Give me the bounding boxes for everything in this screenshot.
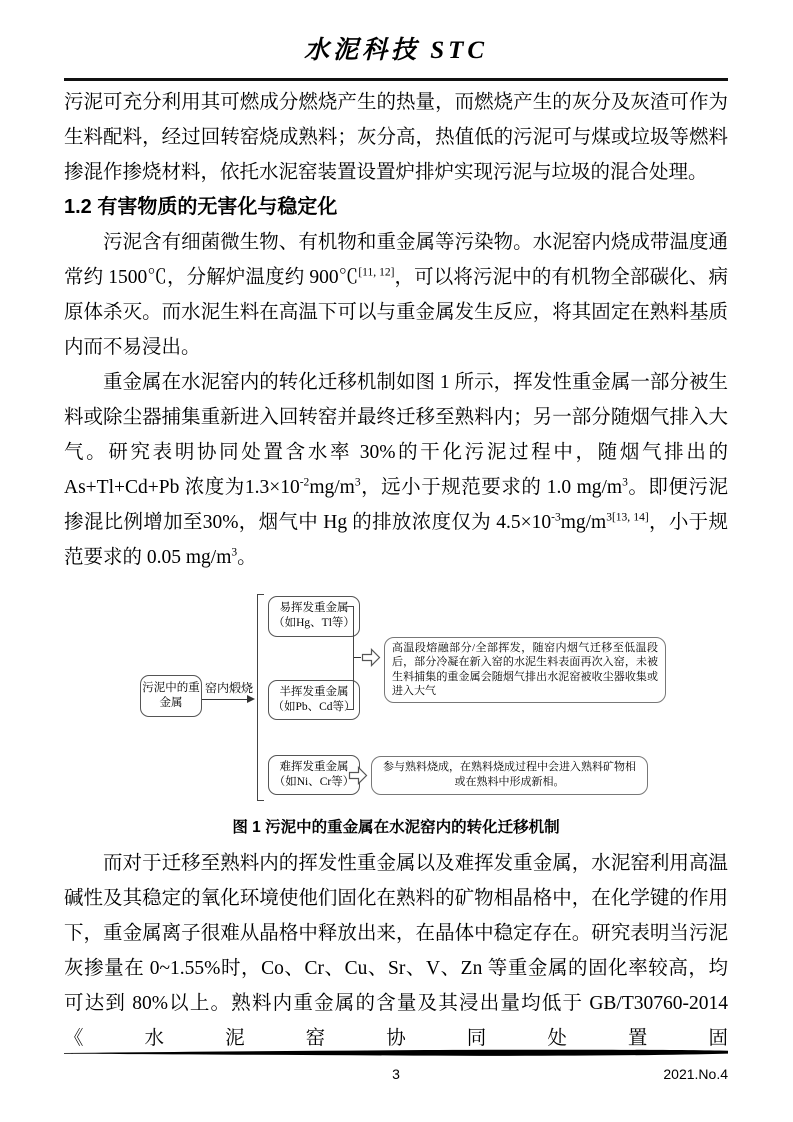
exponent-superscript: -2 — [299, 476, 310, 488]
exponent-superscript: 3 — [231, 546, 238, 558]
exponent-superscript: -3 — [551, 511, 561, 523]
box-line: （如Hg、Tl等） — [273, 617, 355, 629]
arrowhead-icon — [247, 695, 255, 703]
bracket-tick — [354, 657, 361, 658]
text-segment: ，小于规范要求的 0.05 mg/m — [64, 511, 728, 568]
text-segment: 污泥含有细菌微生物、有机物和重金属等污染物。水泥窑内烧成带温度通常约 1500℃，分解炉温度约 900℃ — [64, 231, 728, 288]
right-bracket — [347, 606, 354, 710]
issue-number: 2021.No.4 — [663, 1066, 728, 1082]
left-bracket — [257, 594, 264, 801]
box-line: 易挥发重金属 — [279, 602, 349, 614]
paragraph-heavy-metal-migration — [64, 365, 728, 575]
paragraph-solidification: 而对于迁移至熟料内的挥发性重金属以及难挥发重金属，水泥窑利用高温碱性及其稳定的氧化环境使他们固化在熟料的矿物相晶格中，在化学键的作用下，重金属离子很难从晶格中释放出来，在晶体中稳定存在。研究表明当污泥灰掺量在 0~1.55%时，Co、Cr、Cu、Sr、V、Zn 等重金属的固化率较高，均可达到 80%以上。熟料内重金属的含量及其浸出量均低于 GB/T30760-2014《水泥窑协同处置固 — [64, 852, 728, 1049]
box-line: 难挥发重金属 — [279, 760, 349, 773]
footer — [64, 1044, 728, 1084]
box-line: 半挥发重金属 — [279, 685, 349, 698]
exponent-citation-superscript: 3[13, 14] — [606, 511, 649, 523]
refractory-metals-box — [268, 755, 360, 795]
section-heading: 1.2 有害物质的无害化与稳定化 — [64, 195, 338, 218]
text-segment: 。即便污泥掺混比例增加至30%，烟气中 Hg 的排放浓度仅为 4.5×10 — [64, 476, 728, 533]
volatile-outcome-box: 高温段熔融部分/全部挥发，随窑内烟气迁移至低温段后，部分冷凝在新入窑的水泥生料表面再次入窑，未被生料捕集的重金属会随烟气排出水泥窑被收尘器收集或进入大气 — [384, 637, 666, 703]
header-rule — [64, 78, 728, 81]
source-box: 污泥中的重金属 — [140, 675, 202, 717]
footer-rule — [64, 1048, 728, 1057]
refractory-outcome-box: 参与熟料烧成，在熟料烧成过程中会进入熟料矿物相或在熟料中形成新相。 — [371, 756, 648, 795]
block-arrow-icon — [361, 646, 381, 669]
paragraph-harmless-stabilize — [64, 225, 728, 365]
exponent-superscript: 3 — [622, 476, 628, 488]
figure-diagram — [64, 589, 728, 811]
block-arrow-icon — [348, 764, 368, 787]
paragraph-intro: 污泥可充分利用其可燃成分燃烧产生的热量，而燃烧产生的灰分及灰渣可作为生料配料，经过回转窑烧成熟料；灰分高，热值低的污泥可与煤或垃圾等燃料掺混作掺烧材料，依托水泥窑装置设置炉排炉实现污泥与垃圾的混合处理。 — [64, 91, 728, 183]
text-segment: 重金属在水泥窑内的转化迁移机制如图 1 所示，挥发性重金属一部分被生料或除尘器捕集重新进入回转窑并最终迁移至熟料内；另一部分随烟气排入大气。研究表明协同处置含水率 30%的干化污泥过程中，随烟气排出的 As+Tl+Cd+Pb 浓度为1.3×10 — [64, 371, 728, 498]
citation-superscript: [11, 12] — [358, 266, 395, 278]
box-line: （如Ni、Cr等） — [273, 775, 355, 788]
figure-caption: 图 1 污泥中的重金属在水泥窑内的转化迁移机制 — [232, 818, 560, 836]
journal-title: 水泥科技 STC — [303, 37, 489, 64]
text-segment: 。 — [237, 546, 257, 568]
text-segment: ，可以将污泥中的有机物全部碳化、病原体杀灭。而水泥生料在高温下可以与重金属发生反应，将其固定在熟料基质内而不易浸出。 — [64, 266, 728, 358]
text-segment: mg/m — [560, 511, 607, 533]
exponent-superscript: 3 — [354, 476, 361, 488]
box-line: （如Pb、Cd等） — [272, 700, 356, 713]
process-arrow — [202, 699, 247, 700]
text-segment: ，远小于规范要求的 1.0 mg/m — [360, 476, 623, 498]
process-arrow-label: 窑内煅烧 — [205, 680, 254, 695]
text-segment: mg/m — [309, 476, 355, 498]
page-number: 3 — [392, 1066, 400, 1082]
